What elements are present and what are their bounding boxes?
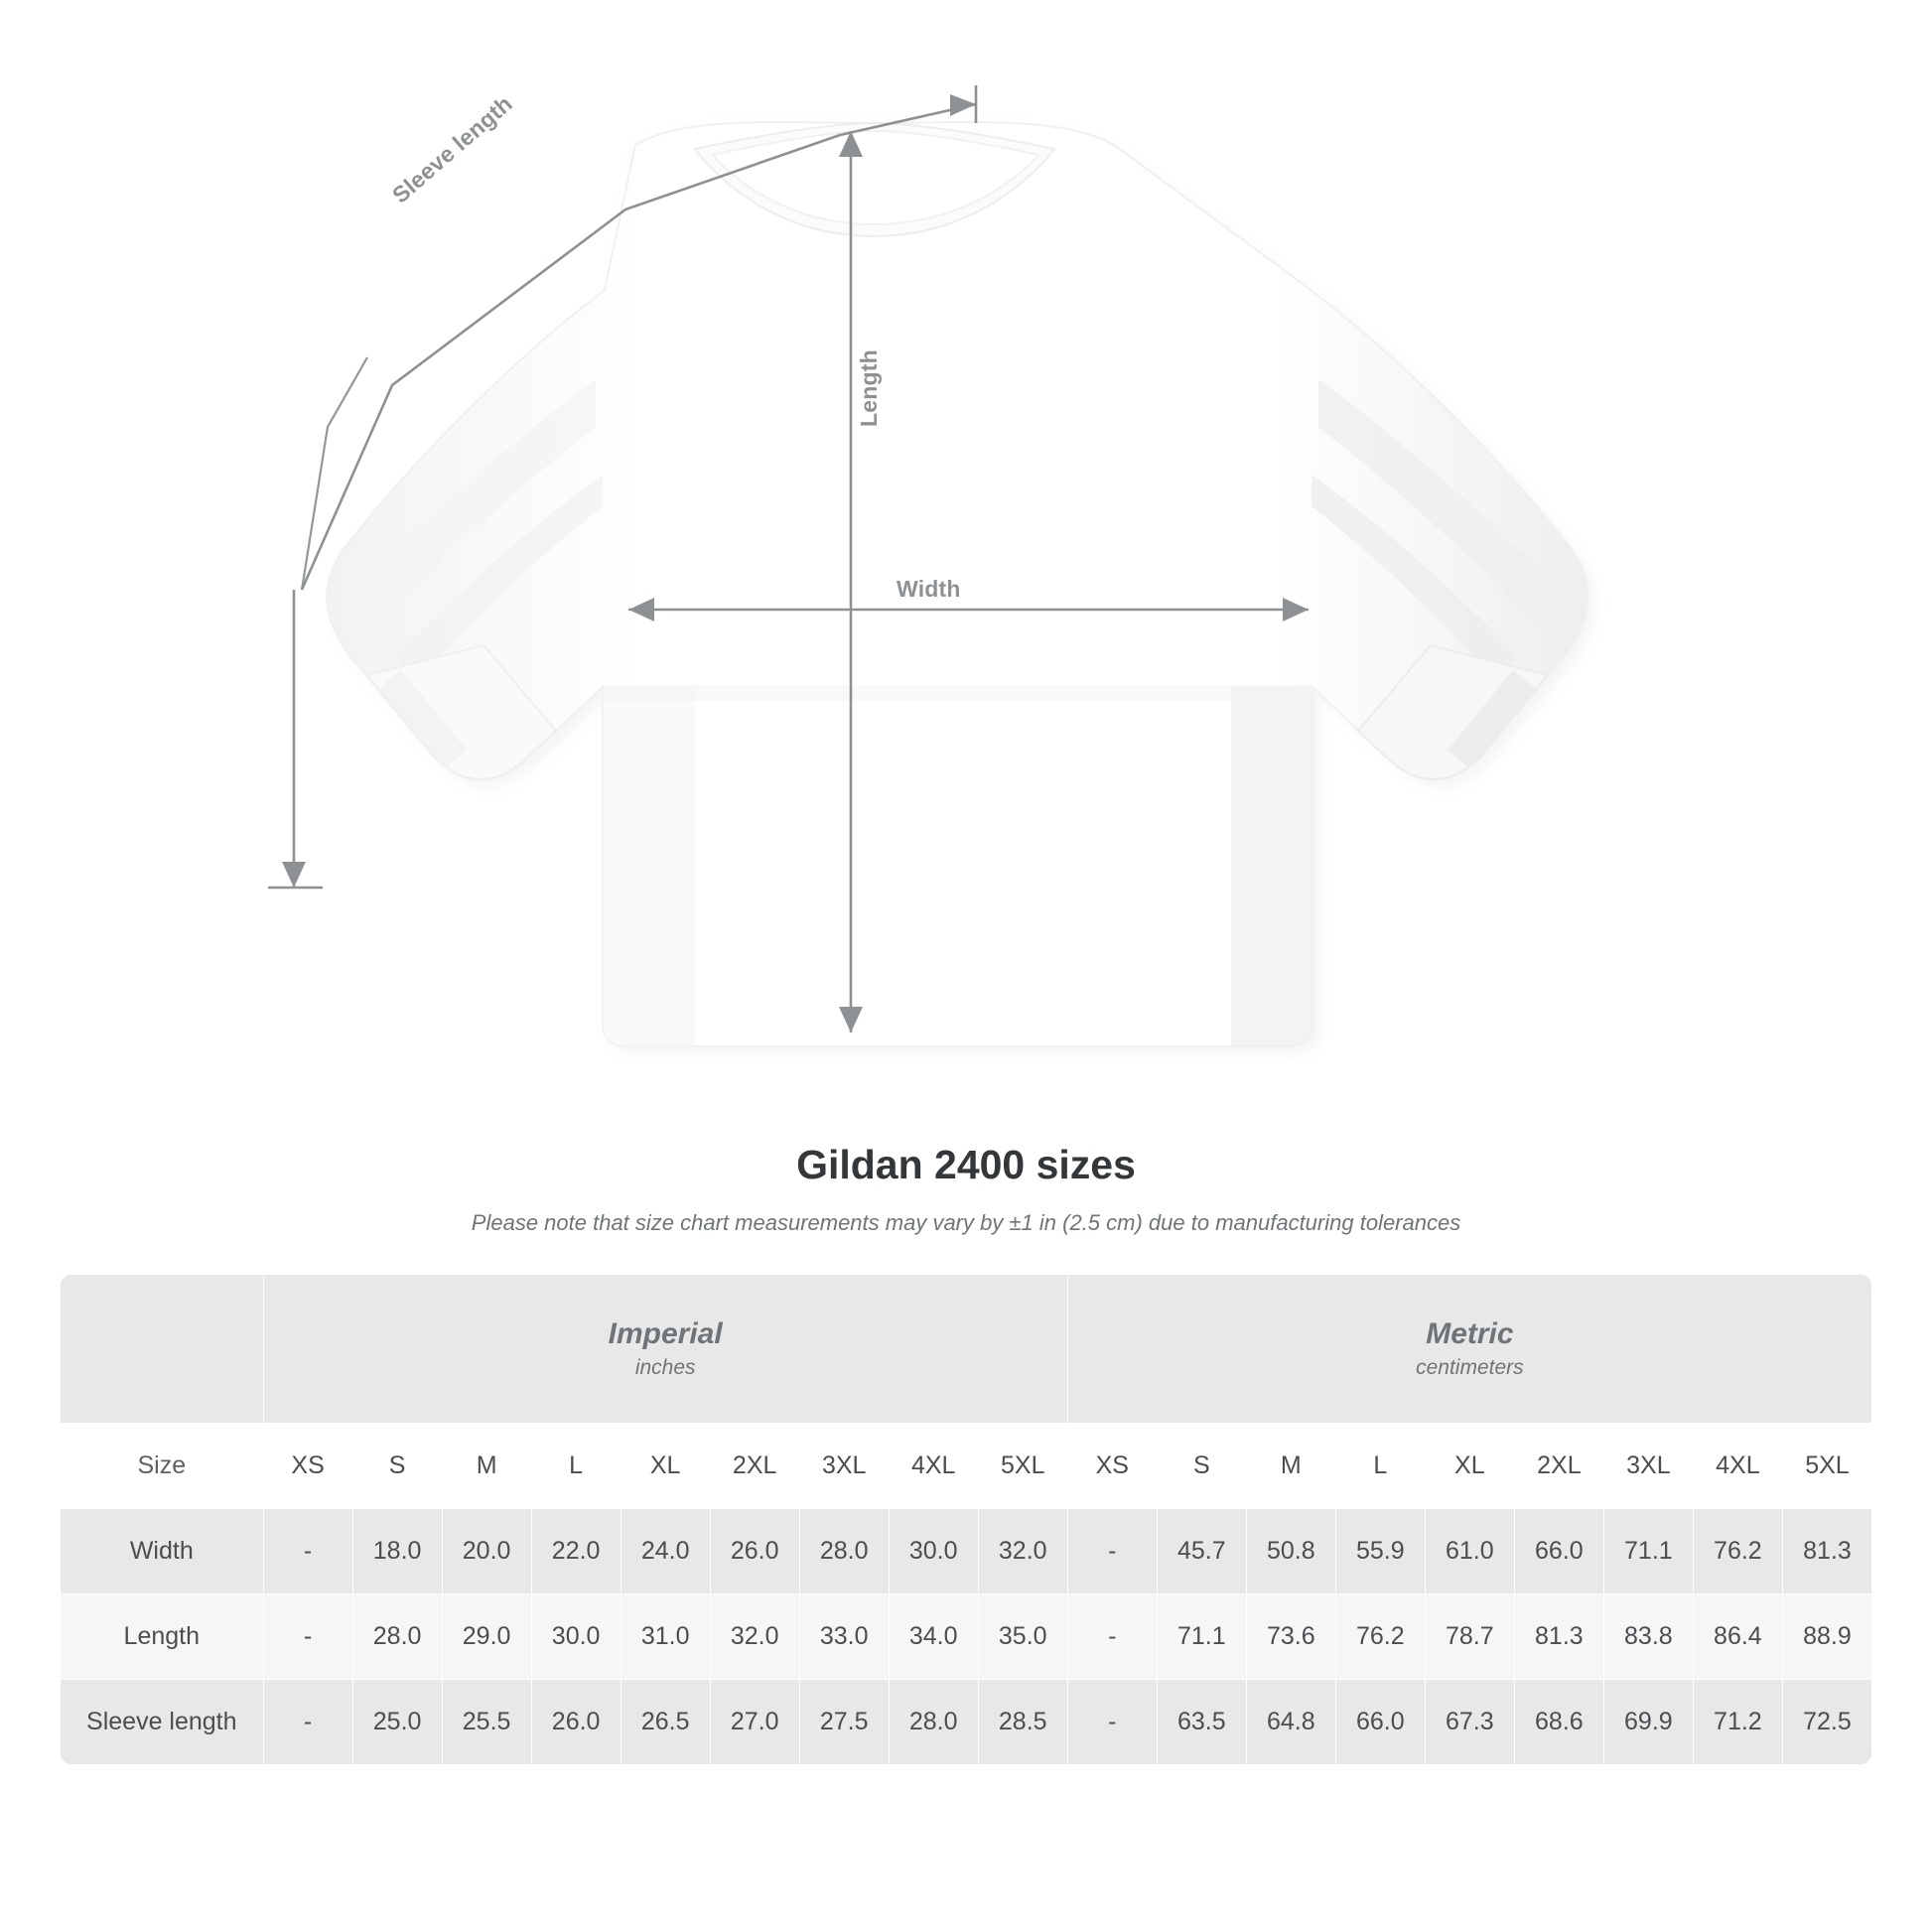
cell-length-imperial-3xl: 33.0: [799, 1594, 889, 1680]
table-row: [61, 1680, 1872, 1765]
cell-length-imperial-2xl: 32.0: [710, 1594, 799, 1680]
cell-length-imperial-xs: -: [263, 1594, 352, 1680]
length-dimension-label: Length: [856, 349, 882, 427]
cell-sleeve-metric-xs: -: [1067, 1680, 1157, 1765]
cell-width-imperial-s: 18.0: [352, 1509, 442, 1594]
cell-length-imperial-xl: 31.0: [621, 1594, 710, 1680]
size-header-imperial-4xl: 4XL: [889, 1424, 978, 1509]
cell-sleeve-imperial-m: 25.5: [442, 1680, 531, 1765]
size-header-imperial-3xl: 3XL: [799, 1424, 889, 1509]
table-row: [61, 1594, 1872, 1680]
size-header-imperial-xl: XL: [621, 1424, 710, 1509]
size-table: [60, 1274, 1872, 1765]
unit-group-metric-name: Metric: [1426, 1317, 1514, 1350]
cell-sleeve-imperial-l: 26.0: [531, 1680, 621, 1765]
cell-sleeve-metric-5xl: 72.5: [1782, 1680, 1871, 1765]
cell-length-metric-3xl: 83.8: [1603, 1594, 1693, 1680]
row-label-width: Width: [61, 1509, 264, 1594]
size-header-metric-xs: XS: [1067, 1424, 1157, 1509]
size-header-row: [61, 1424, 1872, 1509]
cell-width-metric-xl: 61.0: [1425, 1509, 1514, 1594]
unit-group-metric: [1067, 1275, 1871, 1424]
cell-length-metric-4xl: 86.4: [1693, 1594, 1782, 1680]
cell-width-imperial-4xl: 30.0: [889, 1509, 978, 1594]
cell-width-imperial-2xl: 26.0: [710, 1509, 799, 1594]
table-row: [61, 1509, 1872, 1594]
cell-sleeve-metric-m: 64.8: [1246, 1680, 1335, 1765]
unit-group-imperial-name: Imperial: [608, 1317, 723, 1350]
cell-width-metric-4xl: 76.2: [1693, 1509, 1782, 1594]
cell-width-imperial-3xl: 28.0: [799, 1509, 889, 1594]
cell-sleeve-metric-l: 66.0: [1335, 1680, 1425, 1765]
cell-width-imperial-xl: 24.0: [621, 1509, 710, 1594]
cell-length-imperial-5xl: 35.0: [978, 1594, 1067, 1680]
table-corner-cell: [61, 1275, 264, 1424]
sleeve-length-dimension-label: Sleeve length: [387, 90, 517, 208]
size-table-container: [60, 1274, 1872, 1765]
cell-sleeve-metric-3xl: 69.9: [1603, 1680, 1693, 1765]
cell-sleeve-imperial-3xl: 27.5: [799, 1680, 889, 1765]
cell-width-imperial-xs: -: [263, 1509, 352, 1594]
cell-width-metric-5xl: 81.3: [1782, 1509, 1871, 1594]
unit-group-imperial-sub: inches: [634, 1356, 696, 1379]
unit-group-imperial: [263, 1275, 1067, 1424]
cell-length-metric-xl: 78.7: [1425, 1594, 1514, 1680]
cell-sleeve-imperial-s: 25.0: [352, 1680, 442, 1765]
width-dimension-label: Width: [897, 576, 961, 602]
size-header-metric-3xl: 3XL: [1603, 1424, 1693, 1509]
cell-length-metric-m: 73.6: [1246, 1594, 1335, 1680]
cell-length-metric-2xl: 81.3: [1514, 1594, 1603, 1680]
size-label-cell: Size: [61, 1424, 264, 1509]
cell-length-imperial-l: 30.0: [531, 1594, 621, 1680]
cell-width-metric-3xl: 71.1: [1603, 1509, 1693, 1594]
page-subtitle: Please note that size chart measurements may vary by ±1 in (2.5 cm) due to manufacturing tolerances: [471, 1210, 1461, 1235]
size-header-metric-4xl: 4XL: [1693, 1424, 1782, 1509]
cell-length-metric-xs: -: [1067, 1594, 1157, 1680]
page-title: Gildan 2400 sizes: [796, 1142, 1136, 1187]
size-header-metric-m: M: [1246, 1424, 1335, 1509]
cell-length-imperial-4xl: 34.0: [889, 1594, 978, 1680]
cell-length-metric-5xl: 88.9: [1782, 1594, 1871, 1680]
cell-width-metric-l: 55.9: [1335, 1509, 1425, 1594]
cell-sleeve-metric-2xl: 68.6: [1514, 1680, 1603, 1765]
size-header-imperial-5xl: 5XL: [978, 1424, 1067, 1509]
row-label-sleeve-length: Sleeve length: [61, 1680, 264, 1765]
cell-width-imperial-l: 22.0: [531, 1509, 621, 1594]
cell-width-metric-m: 50.8: [1246, 1509, 1335, 1594]
cell-length-metric-l: 76.2: [1335, 1594, 1425, 1680]
size-header-metric-2xl: 2XL: [1514, 1424, 1603, 1509]
cell-length-metric-s: 71.1: [1157, 1594, 1246, 1680]
cell-sleeve-metric-xl: 67.3: [1425, 1680, 1514, 1765]
cell-sleeve-imperial-5xl: 28.5: [978, 1680, 1067, 1765]
cell-width-metric-xs: -: [1067, 1509, 1157, 1594]
cell-sleeve-imperial-xs: -: [263, 1680, 352, 1765]
cell-sleeve-imperial-2xl: 27.0: [710, 1680, 799, 1765]
size-header-metric-5xl: 5XL: [1782, 1424, 1871, 1509]
row-label-length: Length: [61, 1594, 264, 1680]
cell-sleeve-metric-4xl: 71.2: [1693, 1680, 1782, 1765]
cell-width-imperial-m: 20.0: [442, 1509, 531, 1594]
cell-sleeve-imperial-xl: 26.5: [621, 1680, 710, 1765]
cell-width-metric-s: 45.7: [1157, 1509, 1246, 1594]
cell-sleeve-imperial-4xl: 28.0: [889, 1680, 978, 1765]
unit-header-row: [61, 1275, 1872, 1424]
cell-width-imperial-5xl: 32.0: [978, 1509, 1067, 1594]
size-header-metric-s: S: [1157, 1424, 1246, 1509]
size-header-imperial-l: L: [531, 1424, 621, 1509]
size-header-imperial-2xl: 2XL: [710, 1424, 799, 1509]
unit-group-metric-sub: centimeters: [1416, 1356, 1524, 1379]
cell-length-imperial-s: 28.0: [352, 1594, 442, 1680]
size-header-imperial-m: M: [442, 1424, 531, 1509]
cell-width-metric-2xl: 66.0: [1514, 1509, 1603, 1594]
size-header-imperial-s: S: [352, 1424, 442, 1509]
size-header-metric-l: L: [1335, 1424, 1425, 1509]
cell-length-imperial-m: 29.0: [442, 1594, 531, 1680]
cell-sleeve-metric-s: 63.5: [1157, 1680, 1246, 1765]
size-header-imperial-xs: XS: [263, 1424, 352, 1509]
size-header-metric-xl: XL: [1425, 1424, 1514, 1509]
